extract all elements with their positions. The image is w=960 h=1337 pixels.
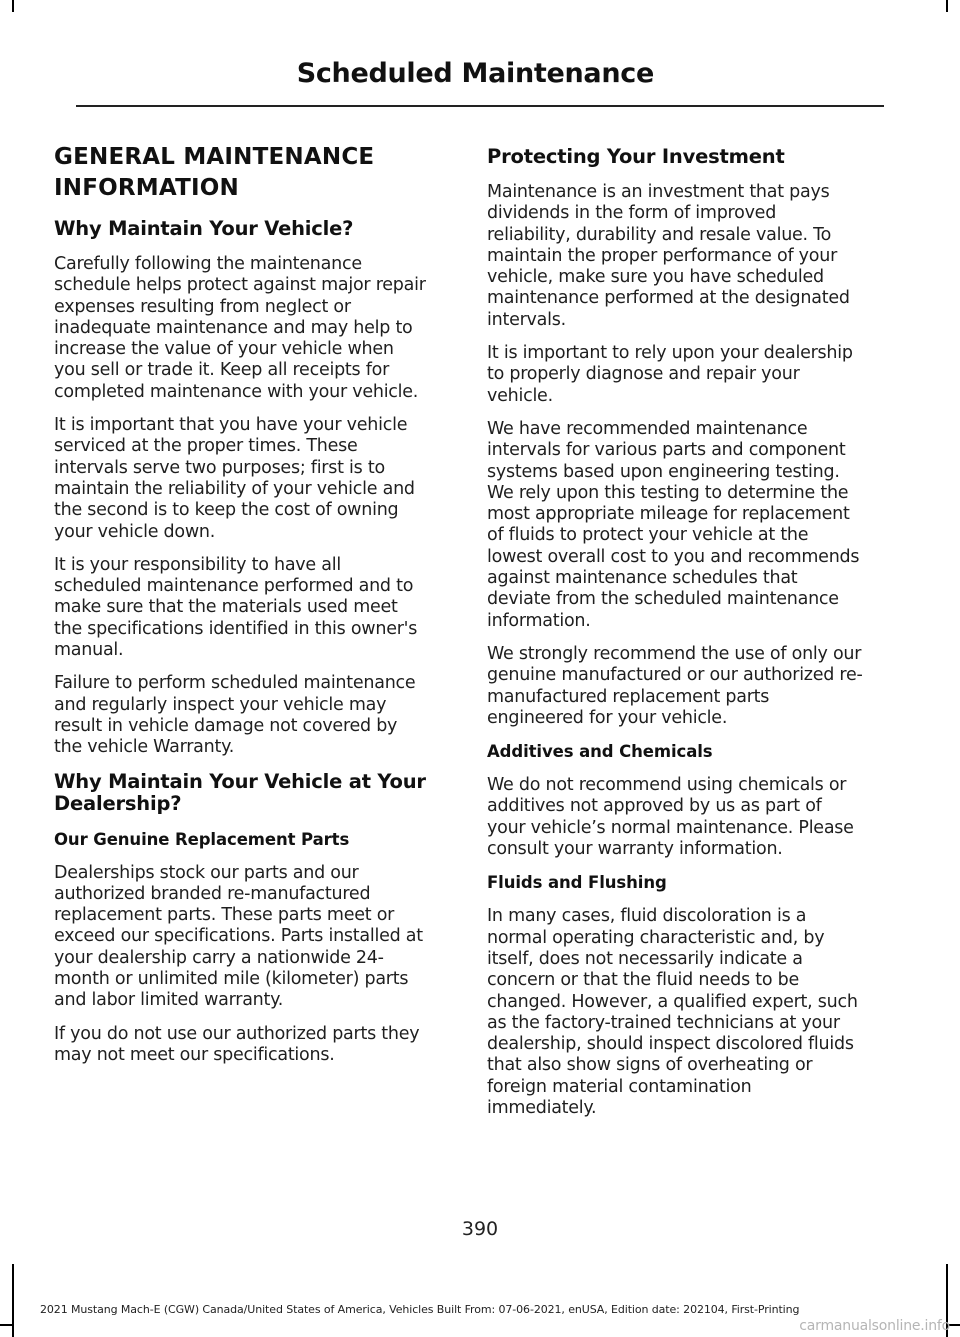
footer-edition-info: 2021 Mustang Mach-E (CGW) Canada/United States of America, Vehicles Built From: 07-06-2021, enUSA, Edition date: 202104, First-Printing [40,1303,800,1316]
paragraph: Maintenance is an investment that pays dividends in the form of improved reliability, durability and resale value. To maintain the proper performance of your vehicle, make sure you have scheduled maintenance performed at the designated intervals. [487,182,850,330]
paragraph: In many cases, fluid discoloration is a normal operating characteristic and, by itself, does not necessarily indicate a concern or that the fluid needs to be changed. However, a qualified expert, such as the factory-trained technicians at your dealership, should inspect discolored fluids that also show signs of overheating or foreign material contamination immediately. [487,906,858,1118]
crop-mark-bottom-left [12,1264,14,1337]
heading-fluids: Fluids and Flushing [487,873,667,893]
page-number: 390 [461,1218,499,1240]
section-title: GENERAL MAINTENANCE INFORMATION [54,144,375,201]
paragraph: It is your responsibility to have all scheduled maintenance performed and to make sure that the materials used meet the specifications identified in this owner's manual. [54,554,418,661]
right-column [487,146,863,1131]
heading-dealership: Why Maintain Your Vehicle at Your Dealership? [54,769,426,815]
paragraph: We do not recommend using chemicals or additives not approved by us as part of your vehicle’s normal maintenance. Please consult your warranty information. [487,775,854,860]
crop-mark-top-left [12,0,14,12]
paragraph: We strongly recommend the use of only our genuine manufactured or our authorized re-manufactured replacement parts engineered for your vehicle. [487,643,863,728]
heading-additives: Additives and Chemicals [487,742,713,762]
page-header-title: Scheduled Maintenance [296,58,654,89]
paragraph: It is important that you have your vehicle serviced at the proper times. These intervals serve two purposes; first is to maintain the reliability of your vehicle and the second is to keep the cost of owning your vehicle down. [54,415,415,542]
heading-why-maintain: Why Maintain Your Vehicle? [54,217,354,240]
paragraph: It is important to rely upon your dealership to properly diagnose and repair your vehicle. [487,343,853,406]
left-column [54,142,430,1078]
paragraph: Carefully following the maintenance schedule helps protect against major repair expenses resulting from neglect or inadequate maintenance and may help to increase the value of your vehicle when you sell or trade it. Keep all receipts for completed maintenance with your vehicle. [54,254,426,402]
paragraph: We have recommended maintenance intervals for various parts and component systems based upon engineering testing. We rely upon this testing to determine the most appropriate mileage for replacement of fluids to protect your vehicle at the lowest overall cost to you and recommends against maintenance schedules that deviate from the scheduled maintenance information. [487,418,860,631]
crop-mark-top-right [946,0,948,12]
paragraph: Dealerships stock our parts and our authorized branded re-manufactured replacement parts. These parts meet or exceed our specifications. Parts installed at your dealership carry a nationwide 24-month or unlimited mile (kilometer) parts and labor limited warranty. [54,862,423,1011]
paragraph: If you do not use our authorized parts they may not meet our specifications. [54,1023,420,1065]
header-rule [76,105,884,107]
watermark: carmanualsonline.info [799,1318,950,1334]
paragraph: Failure to perform scheduled maintenance and regularly inspect your vehicle may result in vehicle damage not covered by the vehicle Warranty. [54,673,416,758]
heading-protecting-investment: Protecting Your Investment [487,145,785,168]
crop-mark-bottom-left-h [0,1324,12,1326]
subheading-genuine-parts: Our Genuine Replacement Parts [54,829,350,849]
